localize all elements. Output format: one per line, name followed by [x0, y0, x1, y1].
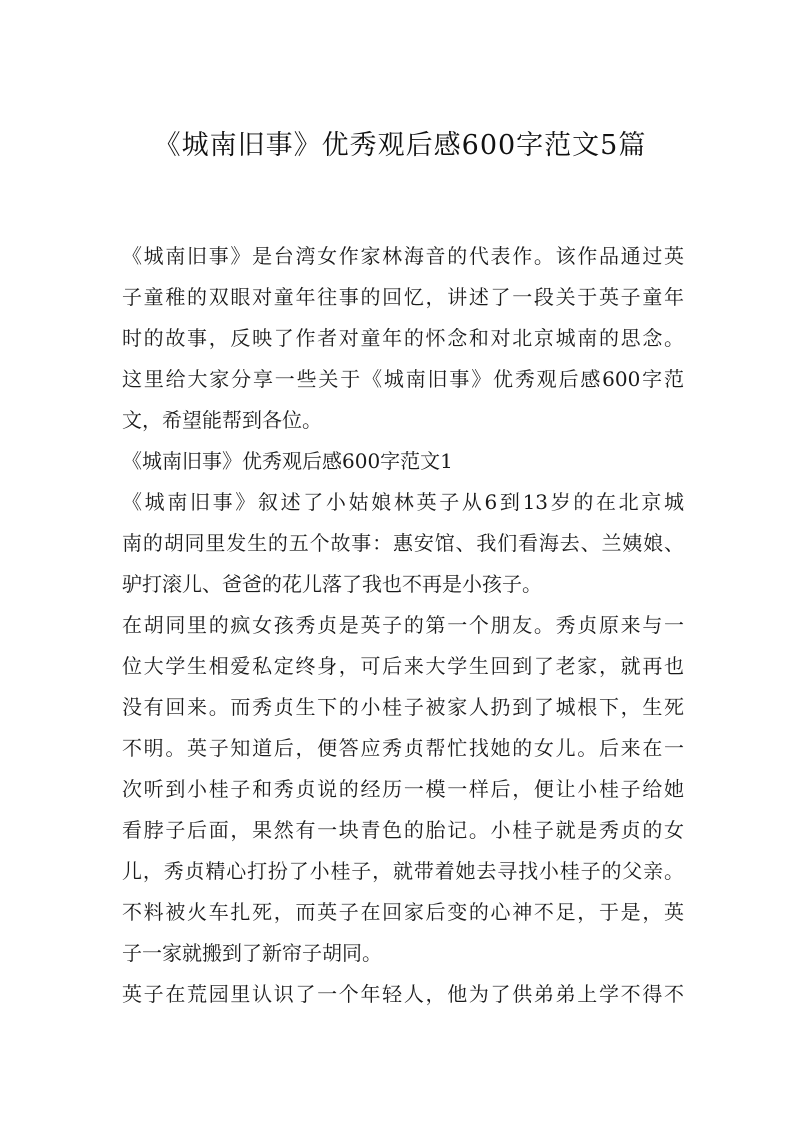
paragraph-line: 看脖子后面，果然有一块青色的胎记。小桂子就是秀贞的女: [122, 818, 684, 842]
paragraph-line: 位大学生相爱私定终身，可后来大学生回到了老家，就再也: [122, 654, 684, 678]
paragraph-line: 英子在荒园里认识了一个年轻人，他为了供弟弟上学不得不: [122, 982, 684, 1006]
paragraph-line: 子一家就搬到了新帘子胡同。: [122, 941, 382, 965]
paragraph-line: 这里给大家分享一些关于《城南旧事》优秀观后感600字范: [122, 367, 684, 391]
paragraph-line: 儿，秀贞精心打扮了小桂子，就带着她去寻找小桂子的父亲。: [122, 859, 684, 883]
paragraph-line: 次听到小桂子和秀贞说的经历一模一样后，便让小桂子给她: [122, 777, 684, 801]
paragraph-line: 在胡同里的疯女孩秀贞是英子的第一个朋友。秀贞原来与一: [122, 613, 684, 637]
paragraph-line: 不明。英子知道后，便答应秀贞帮忙找她的女儿。后来在一: [122, 736, 684, 760]
section-heading: 《城南旧事》优秀观后感600字范文1: [122, 449, 453, 473]
paragraph-line: 驴打滚儿、爸爸的花儿落了我也不再是小孩子。: [122, 572, 542, 596]
document-title: 《城南旧事》优秀观后感600字范文5篇: [153, 130, 647, 161]
paragraph-line: 子童稚的双眼对童年往事的回忆，讲述了一段关于英子童年: [122, 285, 684, 309]
paragraph-line: 《城南旧事》是台湾女作家林海音的代表作。该作品通过英: [122, 244, 684, 268]
paragraph-line: 文，希望能帮到各位。: [122, 408, 322, 432]
paragraph-line: 南的胡同里发生的五个故事：惠安馆、我们看海去、兰姨娘、: [122, 531, 684, 555]
paragraph-line: 时的故事，反映了作者对童年的怀念和对北京城南的思念。: [122, 326, 684, 350]
document-body: [122, 236, 684, 1015]
paragraph-line: 没有回来。而秀贞生下的小桂子被家人扔到了城根下，生死: [122, 695, 684, 719]
paragraph-line: 不料被火车扎死，而英子在回家后变的心神不足，于是，英: [122, 900, 684, 924]
paragraph-line: 《城南旧事》叙述了小姑娘林英子从6到13岁的在北京城: [122, 490, 684, 514]
